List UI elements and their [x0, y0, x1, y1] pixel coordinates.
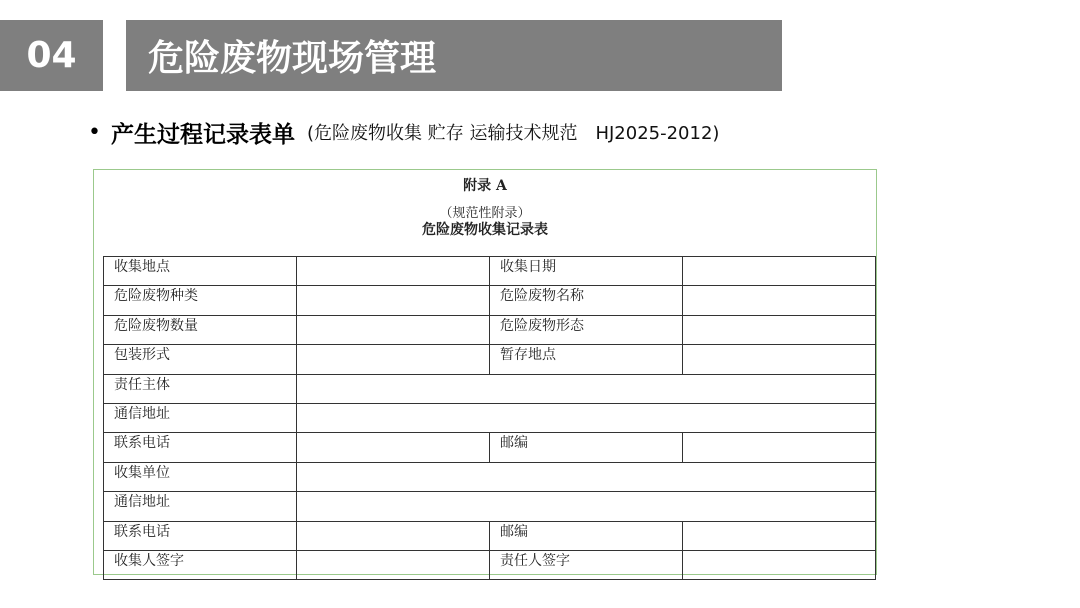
- field-label: 收集单位: [104, 462, 297, 491]
- table-row: [104, 345, 876, 374]
- field-value: [683, 433, 876, 462]
- field-label: 邮编: [490, 433, 683, 462]
- field-value: [683, 550, 876, 579]
- field-label: 通信地址: [104, 403, 297, 432]
- field-value: [297, 492, 876, 521]
- table-row: [104, 374, 876, 403]
- table-row: [104, 521, 876, 550]
- field-value: [683, 257, 876, 286]
- table-row: [104, 286, 876, 315]
- field-label: 责任主体: [104, 374, 297, 403]
- table-row: [104, 403, 876, 432]
- field-value: [297, 462, 876, 491]
- field-value: [683, 286, 876, 315]
- normative-label: （规范性附录）: [439, 206, 531, 221]
- table-row: [104, 315, 876, 344]
- field-value: [297, 550, 490, 579]
- field-label: 收集地点: [104, 257, 297, 286]
- field-value: [297, 521, 490, 550]
- field-value: [683, 345, 876, 374]
- section-number-badge: [0, 20, 103, 91]
- field-label: 联系电话: [104, 433, 297, 462]
- field-label: 危险废物名称: [490, 286, 683, 315]
- field-value: [297, 315, 490, 344]
- form-title: 危险废物收集记录表: [422, 222, 548, 238]
- section-number: 04: [26, 35, 77, 76]
- field-label: 通信地址: [104, 492, 297, 521]
- field-value: [297, 433, 490, 462]
- bullet-item: [88, 112, 719, 152]
- page-title: 危险废物现场管理: [148, 38, 437, 79]
- bullet-sub-text: (危险废物收集 贮存 运输技术规范 HJ2025-2012): [306, 123, 720, 144]
- table-row: [104, 433, 876, 462]
- field-label: 收集人签字: [104, 550, 297, 579]
- field-value: [297, 257, 490, 286]
- field-label: 邮编: [490, 521, 683, 550]
- table-row: [104, 492, 876, 521]
- field-label: 责任人签字: [490, 550, 683, 579]
- bullet-icon: •: [88, 119, 101, 145]
- field-value: [297, 345, 490, 374]
- field-value: [297, 374, 876, 403]
- field-label: 收集日期: [490, 257, 683, 286]
- form-document-image: [93, 169, 877, 575]
- field-label: 危险废物数量: [104, 315, 297, 344]
- field-value: [683, 521, 876, 550]
- table-row: [104, 257, 876, 286]
- table-row: [104, 462, 876, 491]
- collection-record-table: [103, 256, 876, 580]
- appendix-label: 附录 A: [463, 178, 507, 194]
- field-value: [297, 403, 876, 432]
- field-value: [683, 315, 876, 344]
- field-label: 暂存地点: [490, 345, 683, 374]
- field-label: 危险废物种类: [104, 286, 297, 315]
- bullet-main-text: 产生过程记录表单: [110, 121, 295, 148]
- page-title-bar: [126, 20, 782, 91]
- field-label: 联系电话: [104, 521, 297, 550]
- table-row: [104, 550, 876, 579]
- field-label: 包装形式: [104, 345, 297, 374]
- field-value: [297, 286, 490, 315]
- field-label: 危险废物形态: [490, 315, 683, 344]
